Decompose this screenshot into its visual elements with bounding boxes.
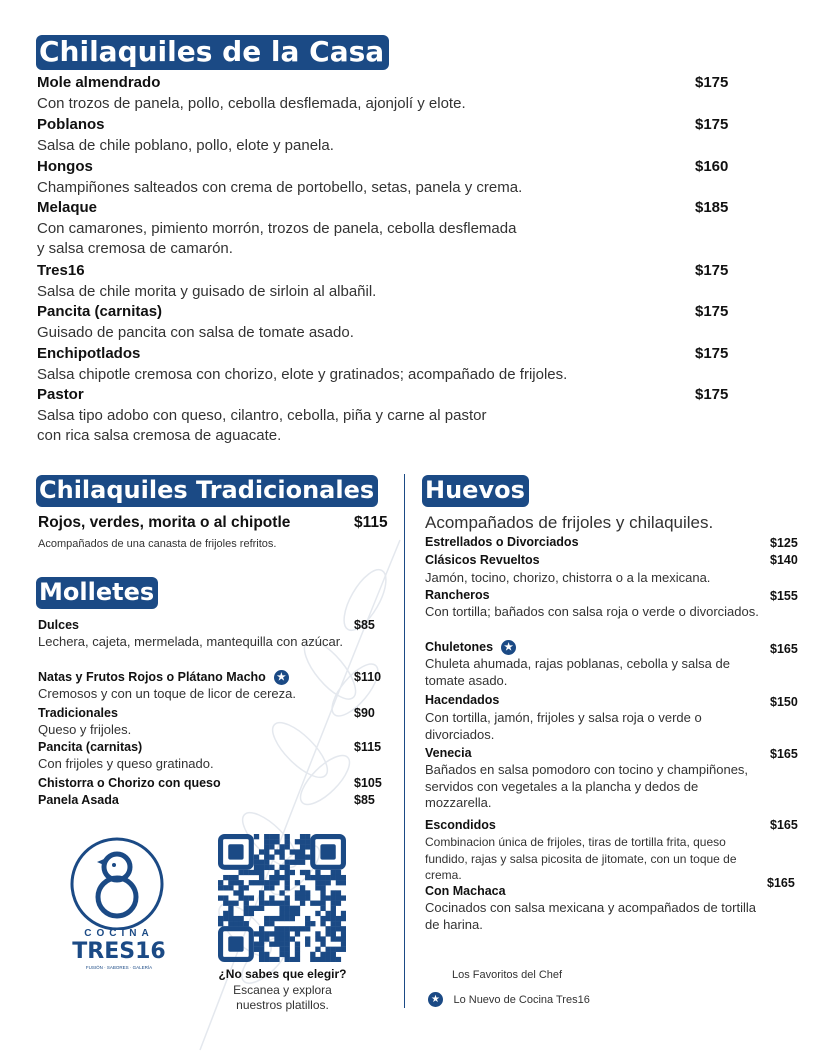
huevos-item-price: $165 — [767, 876, 795, 890]
menu-item-desc: Salsa de chile morita y guisado de sirloin al albañil. — [37, 283, 377, 300]
legend-favoritos: Los Favoritos del Chef — [452, 969, 563, 981]
qr-caption-line3: nuestros platillos. — [236, 998, 329, 1012]
section-title-chilaquiles-casa: Chilaquiles de la Casa — [36, 35, 389, 70]
huevos-item-desc: Cocinados con salsa mexicana y acompañados de tortilla de harina. — [425, 900, 756, 932]
menu-item-price: $160 — [695, 158, 729, 175]
menu-item-name: Poblanos — [37, 116, 105, 133]
mollete-item-price: $85 — [354, 618, 375, 632]
huevos-item-name: Hacendados — [425, 693, 500, 707]
mollete-item-desc: Con frijoles y queso gratinado. — [38, 756, 214, 771]
huevos-item-price: $150 — [770, 695, 798, 709]
logo-text-tres16: TRES16 — [72, 939, 166, 964]
mollete-item-name: Chistorra o Chorizo con queso — [38, 776, 221, 790]
menu-item-price: $175 — [695, 74, 729, 91]
mollete-item-name: Panela Asada — [38, 793, 119, 807]
tradicionales-item-name: Rojos, verdes, morita o al chipotle — [38, 514, 291, 531]
menu-item-name: Enchipotlados — [37, 345, 141, 362]
menu-item-price: $185 — [695, 199, 729, 216]
menu-item-name: Pancita (carnitas) — [37, 303, 163, 320]
star-badge-icon: ★ — [274, 670, 289, 685]
qr-caption-line2: Escanea y explora — [233, 983, 332, 997]
menu-item-desc: Champiñones salteados con crema de portobello, setas, panela y crema. — [37, 179, 523, 196]
mollete-item-desc: Queso y frijoles. — [38, 722, 132, 737]
menu-item-desc: con rica salsa cremosa de aguacate. — [37, 427, 282, 444]
menu-item-price: $175 — [695, 303, 729, 320]
column-divider — [404, 474, 405, 1008]
menu-item-price: $175 — [695, 116, 729, 133]
menu-item-name: Mole almendrado — [37, 74, 161, 91]
menu-item-name: Pastor — [37, 386, 84, 403]
huevos-item-price: $165 — [770, 747, 798, 761]
legend-nuevo-row — [428, 991, 590, 1009]
menu-item-desc: Salsa tipo adobo con queso, cilantro, cebolla, piña y carne al pastor — [37, 407, 487, 424]
mollete-item-price: $105 — [354, 776, 382, 790]
menu-item-desc: Con camarones, pimiento morrón, trozos de panela, cebolla desflemada — [37, 220, 517, 237]
legend-nuevo: Lo Nuevo de Cocina Tres16 — [453, 993, 590, 1006]
mollete-item-price: $115 — [354, 740, 382, 754]
section-title-molletes: Molletes — [36, 577, 158, 609]
huevos-item-desc: Con tortilla; bañados con salsa roja o verde o divorciados. — [425, 604, 759, 619]
qr-code[interactable] — [218, 834, 346, 962]
huevos-item-desc: Combinacion única de frijoles, tiras de tortilla frita, queso fundido, rajas y salsa picosita de jitomate, con un toque de crema. — [425, 835, 737, 882]
star-badge-icon: ★ — [428, 992, 443, 1007]
mollete-item-desc: Cremosos y con un toque de licor de cereza. — [38, 686, 296, 701]
mollete-item-name: Tradicionales — [38, 706, 118, 720]
huevos-item-price: $125 — [770, 536, 798, 550]
menu-item-desc: Con trozos de panela, pollo, cebolla desflemada, ajonjolí y elote. — [37, 95, 466, 112]
huevos-item-desc: Chuleta ahumada, rajas poblanas, cebolla y salsa de tomate asado. — [425, 656, 730, 688]
huevos-subtitle: Acompañados de frijoles y chilaquiles. — [425, 513, 714, 532]
huevos-item-price: $140 — [770, 553, 798, 567]
huevos-item-name: Con Machaca — [425, 884, 506, 898]
huevos-item-name: Clásicos Revueltos — [425, 553, 540, 567]
logo-text-cocina: COCINA — [84, 928, 154, 939]
huevos-item-desc: Bañados en salsa pomodoro con tocino y champiñones, servidos con vegetales a la plancha y dedos de mozzarella. — [425, 762, 749, 810]
huevos-item-name: Escondidos — [425, 818, 496, 832]
logo-cocina-tres16 — [64, 832, 174, 972]
tradicionales-item-desc: Acompañados de una canasta de frijoles refritos. — [38, 538, 277, 550]
huevos-item-price: $165 — [770, 642, 798, 656]
qr-finder-pattern — [313, 837, 344, 868]
huevos-item-desc: Jamón, tocino, chorizo, chistorra o a la mexicana. — [425, 570, 711, 585]
logo-emblem — [64, 832, 174, 930]
mollete-item-price: $110 — [354, 670, 382, 684]
mollete-item-price: $90 — [354, 706, 375, 720]
menu-item-price: $175 — [695, 345, 729, 362]
huevos-item-name: Rancheros — [425, 588, 490, 602]
mollete-item-price: $85 — [354, 793, 375, 807]
menu-item-price: $175 — [695, 386, 729, 403]
menu-item-desc: Guisado de pancita con salsa de tomate asado. — [37, 324, 354, 341]
huevos-item-name: Chuletones ★ — [425, 640, 516, 655]
menu-item-desc: Salsa de chile poblano, pollo, elote y panela. — [37, 137, 334, 154]
mollete-item-name: Dulces — [38, 618, 79, 632]
huevos-item-name: Estrellados o Divorciados — [425, 535, 579, 549]
qr-finder-pattern — [221, 837, 252, 868]
menu-item-desc: y salsa cremosa de camarón. — [37, 240, 233, 257]
qr-caption-bold: ¿No sabes que elegir? — [218, 967, 347, 981]
menu-item-name: Tres16 — [37, 262, 85, 279]
huevos-item-price: $155 — [770, 589, 798, 603]
mollete-item-desc: Lechera, cajeta, mermelada, mantequilla con azúcar. — [38, 634, 343, 649]
menu-item-name: Melaque — [37, 199, 98, 216]
menu-item-desc: Salsa chipotle cremosa con chorizo, elote y gratinados; acompañado de frijoles. — [37, 366, 568, 383]
huevos-item-price: $165 — [770, 818, 798, 832]
huevos-item-name: Venecia — [425, 746, 472, 760]
tradicionales-item-price: $115 — [354, 514, 388, 531]
mollete-item-name: Pancita (carnitas) — [38, 740, 143, 754]
mollete-item-name: Natas y Frutos Rojos o Plátano Macho ★ — [38, 670, 289, 685]
section-title-tradicionales: Chilaquiles Tradicionales — [36, 475, 378, 507]
star-badge-icon: ★ — [501, 640, 516, 655]
menu-item-name: Hongos — [37, 158, 93, 175]
huevos-item-desc: Con tortilla, jamón, frijoles y salsa roja o verde o divorciados. — [425, 710, 702, 742]
logo-tagline: FUSIÓN · SABORES · GALERÍA — [85, 965, 153, 970]
qr-finder-pattern — [221, 929, 252, 960]
menu-item-price: $175 — [695, 262, 729, 279]
section-title-huevos: Huevos — [422, 475, 529, 507]
